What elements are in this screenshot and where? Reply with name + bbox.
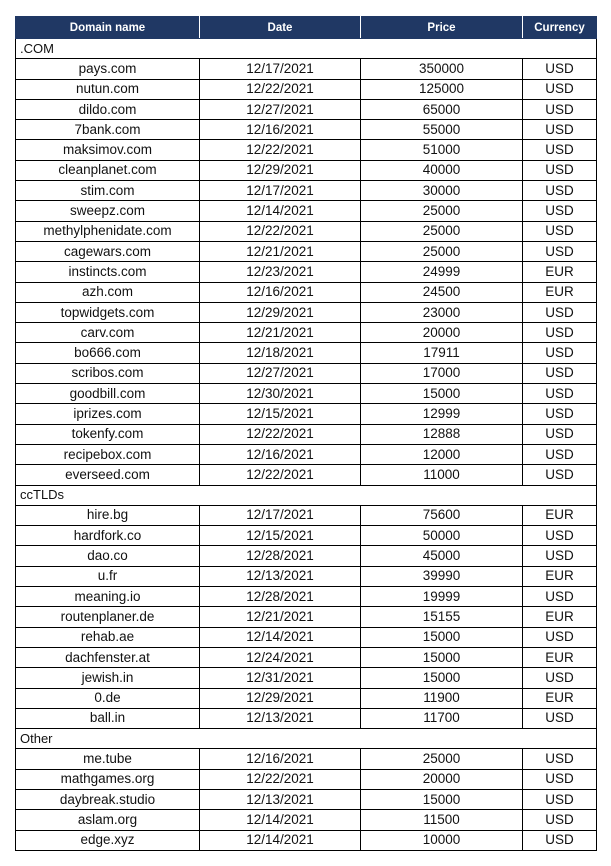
cell-price: 25000 [361,221,523,241]
cell-date: 12/30/2021 [200,384,361,404]
cell-domain-name: bo666.com [16,343,200,363]
header-row [16,17,597,39]
header-currency: Currency [523,17,597,39]
table-row [16,546,597,566]
cell-domain-name: ball.in [16,708,200,728]
section-row [16,39,597,59]
cell-price: 11900 [361,688,523,708]
cell-domain-name: u.fr [16,566,200,586]
cell-currency: EUR [523,566,597,586]
cell-price: 12000 [361,444,523,464]
header-domain-name: Domain name [16,17,200,39]
table-row [16,789,597,809]
table-row [16,830,597,850]
table-row [16,201,597,221]
cell-price: 19999 [361,587,523,607]
cell-price: 25000 [361,201,523,221]
cell-domain-name: me.tube [16,749,200,769]
table-row [16,708,597,728]
cell-date: 12/14/2021 [200,627,361,647]
cell-price: 11000 [361,465,523,485]
cell-date: 12/14/2021 [200,830,361,850]
cell-currency: USD [523,749,597,769]
cell-currency: USD [523,789,597,809]
cell-domain-name: azh.com [16,282,200,302]
cell-domain-name: routenplaner.de [16,607,200,627]
table-row [16,302,597,322]
cell-date: 12/24/2021 [200,647,361,667]
cell-price: 11500 [361,810,523,830]
cell-date: 12/27/2021 [200,363,361,383]
table-row [16,566,597,586]
table-row [16,769,597,789]
cell-price: 20000 [361,323,523,343]
cell-date: 12/17/2021 [200,505,361,525]
table-row [16,688,597,708]
section-row [16,485,597,505]
cell-currency: EUR [523,647,597,667]
cell-date: 12/21/2021 [200,241,361,261]
cell-date: 12/18/2021 [200,343,361,363]
cell-price: 30000 [361,181,523,201]
cell-domain-name: 0.de [16,688,200,708]
table-row [16,749,597,769]
cell-currency: EUR [523,282,597,302]
cell-currency: USD [523,201,597,221]
cell-date: 12/22/2021 [200,424,361,444]
table-row [16,810,597,830]
cell-domain-name: carv.com [16,323,200,343]
table-row [16,465,597,485]
cell-date: 12/22/2021 [200,465,361,485]
cell-price: 15000 [361,647,523,667]
table-row [16,363,597,383]
cell-currency: USD [523,99,597,119]
cell-currency: USD [523,384,597,404]
cell-price: 17000 [361,363,523,383]
table-row [16,343,597,363]
cell-date: 12/21/2021 [200,323,361,343]
table-row [16,404,597,424]
cell-date: 12/17/2021 [200,59,361,79]
cell-domain-name: 7bank.com [16,120,200,140]
domain-sales-sheet [15,16,596,851]
cell-domain-name: sweepz.com [16,201,200,221]
cell-domain-name: pays.com [16,59,200,79]
cell-date: 12/29/2021 [200,160,361,180]
cell-date: 12/22/2021 [200,221,361,241]
table-row [16,668,597,688]
section-title: ccTLDs [16,485,597,505]
section-title: .COM [16,39,597,59]
cell-price: 11700 [361,708,523,728]
cell-currency: USD [523,323,597,343]
cell-currency: USD [523,343,597,363]
cell-date: 12/22/2021 [200,79,361,99]
cell-price: 12999 [361,404,523,424]
cell-price: 350000 [361,59,523,79]
cell-domain-name: everseed.com [16,465,200,485]
cell-price: 23000 [361,302,523,322]
cell-currency: USD [523,302,597,322]
cell-currency: USD [523,363,597,383]
cell-price: 15000 [361,789,523,809]
cell-date: 12/17/2021 [200,181,361,201]
cell-domain-name: aslam.org [16,810,200,830]
cell-date: 12/16/2021 [200,282,361,302]
table-row [16,79,597,99]
cell-currency: EUR [523,607,597,627]
table-row [16,59,597,79]
cell-price: 65000 [361,99,523,119]
cell-currency: USD [523,546,597,566]
cell-domain-name: dao.co [16,546,200,566]
cell-price: 15000 [361,384,523,404]
table-row [16,384,597,404]
cell-price: 51000 [361,140,523,160]
section-title: Other [16,729,597,749]
table-row [16,140,597,160]
cell-currency: USD [523,708,597,728]
cell-date: 12/23/2021 [200,262,361,282]
table-row [16,627,597,647]
cell-date: 12/21/2021 [200,607,361,627]
table-row [16,607,597,627]
cell-domain-name: scribos.com [16,363,200,383]
cell-domain-name: instincts.com [16,262,200,282]
cell-currency: USD [523,810,597,830]
cell-domain-name: topwidgets.com [16,302,200,322]
cell-domain-name: mathgames.org [16,769,200,789]
table-row [16,181,597,201]
table-row [16,587,597,607]
cell-price: 10000 [361,830,523,850]
cell-date: 12/13/2021 [200,789,361,809]
table-row [16,160,597,180]
domain-sales-table [15,16,597,851]
cell-domain-name: edge.xyz [16,830,200,850]
cell-price: 125000 [361,79,523,99]
cell-currency: EUR [523,688,597,708]
cell-price: 20000 [361,769,523,789]
cell-currency: USD [523,160,597,180]
cell-date: 12/22/2021 [200,140,361,160]
table-row [16,647,597,667]
table-row [16,282,597,302]
cell-price: 45000 [361,546,523,566]
cell-date: 12/14/2021 [200,201,361,221]
cell-currency: USD [523,465,597,485]
cell-price: 39990 [361,566,523,586]
cell-currency: USD [523,424,597,444]
cell-date: 12/27/2021 [200,99,361,119]
cell-currency: USD [523,444,597,464]
cell-domain-name: recipebox.com [16,444,200,464]
table-row [16,323,597,343]
section-row [16,729,597,749]
cell-date: 12/28/2021 [200,546,361,566]
cell-date: 12/15/2021 [200,526,361,546]
header-price: Price [361,17,523,39]
cell-currency: USD [523,668,597,688]
cell-domain-name: rehab.ae [16,627,200,647]
cell-date: 12/28/2021 [200,587,361,607]
cell-currency: USD [523,587,597,607]
cell-price: 15000 [361,627,523,647]
cell-currency: USD [523,404,597,424]
cell-domain-name: jewish.in [16,668,200,688]
cell-currency: USD [523,79,597,99]
cell-price: 25000 [361,749,523,769]
cell-date: 12/14/2021 [200,810,361,830]
cell-date: 12/29/2021 [200,302,361,322]
cell-domain-name: stim.com [16,181,200,201]
cell-price: 15155 [361,607,523,627]
cell-domain-name: cagewars.com [16,241,200,261]
cell-date: 12/15/2021 [200,404,361,424]
cell-price: 50000 [361,526,523,546]
cell-date: 12/16/2021 [200,444,361,464]
cell-domain-name: meaning.io [16,587,200,607]
cell-price: 12888 [361,424,523,444]
cell-domain-name: hardfork.co [16,526,200,546]
cell-domain-name: goodbill.com [16,384,200,404]
cell-currency: USD [523,769,597,789]
table-header [16,17,597,39]
cell-currency: USD [523,59,597,79]
cell-price: 24999 [361,262,523,282]
cell-date: 12/13/2021 [200,566,361,586]
cell-price: 75600 [361,505,523,525]
cell-currency: USD [523,140,597,160]
cell-currency: USD [523,120,597,140]
table-row [16,424,597,444]
cell-domain-name: daybreak.studio [16,789,200,809]
cell-domain-name: cleanplanet.com [16,160,200,180]
table-row [16,221,597,241]
cell-domain-name: tokenfy.com [16,424,200,444]
cell-date: 12/16/2021 [200,120,361,140]
cell-price: 55000 [361,120,523,140]
cell-currency: USD [523,627,597,647]
table-row [16,99,597,119]
table-row [16,120,597,140]
cell-date: 12/13/2021 [200,708,361,728]
table-body [16,39,597,851]
cell-date: 12/31/2021 [200,668,361,688]
cell-domain-name: hire.bg [16,505,200,525]
cell-currency: EUR [523,262,597,282]
cell-price: 25000 [361,241,523,261]
table-row [16,241,597,261]
cell-date: 12/16/2021 [200,749,361,769]
cell-currency: USD [523,526,597,546]
cell-currency: USD [523,181,597,201]
cell-currency: USD [523,241,597,261]
table-row [16,444,597,464]
cell-date: 12/29/2021 [200,688,361,708]
cell-price: 17911 [361,343,523,363]
cell-domain-name: nutun.com [16,79,200,99]
cell-currency: EUR [523,505,597,525]
cell-price: 15000 [361,668,523,688]
cell-currency: USD [523,221,597,241]
table-row [16,262,597,282]
header-date: Date [200,17,361,39]
cell-domain-name: dachfenster.at [16,647,200,667]
cell-currency: USD [523,830,597,850]
cell-domain-name: maksimov.com [16,140,200,160]
cell-domain-name: methylphenidate.com [16,221,200,241]
cell-date: 12/22/2021 [200,769,361,789]
cell-domain-name: iprizes.com [16,404,200,424]
cell-domain-name: dildo.com [16,99,200,119]
cell-price: 24500 [361,282,523,302]
table-row [16,505,597,525]
table-row [16,526,597,546]
cell-price: 40000 [361,160,523,180]
